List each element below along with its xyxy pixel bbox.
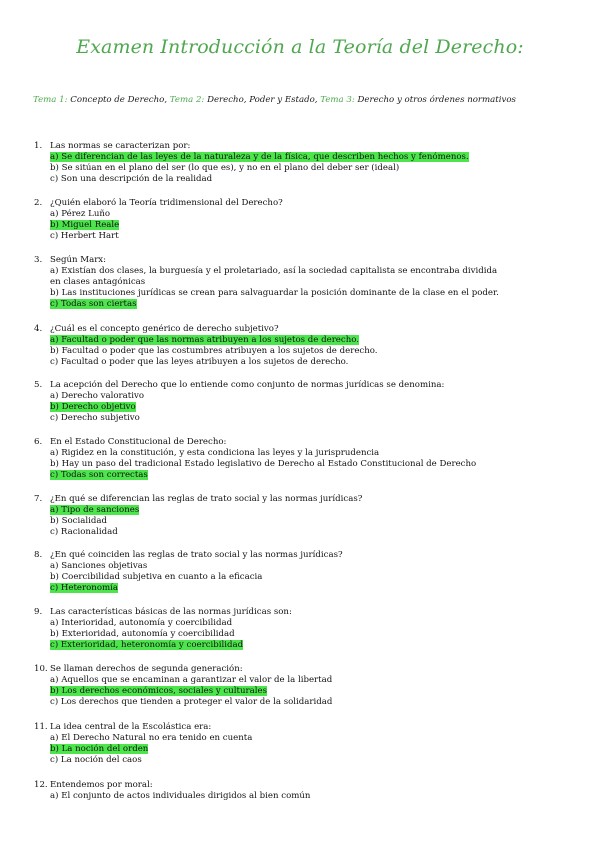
topic-label: Tema 3: — [320, 95, 355, 105]
question-text: La acepción del Derecho que lo entiende como conjunto de normas jurídicas se denomina: — [50, 380, 445, 390]
question-text: ¿En qué se diferencian las reglas de trato social y las normas jurídicas? — [50, 494, 363, 504]
answer-option-correct: b) La noción del orden — [50, 744, 149, 754]
question-text: Entendemos por moral: — [50, 780, 153, 790]
answer-option-correct: c) Heteronomía — [50, 583, 119, 593]
question-number: 6. — [34, 437, 43, 447]
question-text: Se llaman derechos de segunda generación: — [50, 664, 243, 674]
question-number: 4. — [34, 324, 43, 334]
question-text: En el Estado Constitucional de Derecho: — [50, 437, 227, 447]
question-number: 5. — [34, 380, 43, 390]
question-number: 1. — [34, 141, 43, 151]
answer-option-correct: c) Todas son correctas — [50, 470, 148, 480]
answer-option-correct: a) Facultad o poder que las normas atribuyen a los sujetos de derecho. — [50, 335, 359, 345]
question-number: 2. — [34, 198, 43, 208]
question-text: ¿Quién elaboró la Teoría tridimensional del Derecho? — [50, 198, 283, 208]
question-number: 11. — [34, 722, 48, 732]
answer-option: b) Socialidad — [50, 516, 107, 526]
topic-text: Derecho, Poder y Estado, — [207, 95, 318, 105]
topics-line — [33, 95, 573, 105]
answer-option: c) Facultad o poder que las leyes atribuyen a los sujetos de derecho. — [50, 357, 349, 367]
page-title: Examen Introducción a la Teoría del Derecho: — [76, 36, 524, 58]
question-text: Las características básicas de las normas jurídicas son: — [50, 607, 292, 617]
question-number: 3. — [34, 255, 43, 265]
answer-option: b) Coercibilidad subjetiva en cuanto a la eficacia — [50, 572, 263, 582]
question-text: Las normas se caracterizan por: — [50, 141, 191, 151]
answer-option: a) Pérez Luño — [50, 209, 111, 219]
question-number: 8. — [34, 550, 43, 560]
answer-option: c) Racionalidad — [50, 527, 118, 537]
answer-option: a) Aquellos que se encaminan a garantizar el valor de la libertad — [50, 675, 333, 685]
answer-option: a) Existían dos clases, la burguesía y el proletariado, así la sociedad capitalista se encontraba dividida — [50, 266, 498, 276]
question-text: ¿Cuál es el concepto genérico de derecho subjetivo? — [50, 324, 279, 334]
question-text: La idea central de la Escolástica era: — [50, 722, 212, 732]
answer-option: a) El conjunto de actos individuales dirigidos al bien común — [50, 791, 311, 801]
answer-option: a) El Derecho Natural no era tenido en cuenta — [50, 733, 253, 743]
answer-option-correct: a) Se diferencian de las leyes de la naturaleza y de la física, que describen hechos y fenómenos. — [50, 152, 469, 162]
answer-option: a) Derecho valorativo — [50, 391, 144, 401]
question-number: 9. — [34, 607, 43, 617]
question-number: 7. — [34, 494, 43, 504]
question-text: ¿En qué coinciden las reglas de trato social y las normas jurídicas? — [50, 550, 343, 560]
question-number: 12. — [34, 780, 48, 790]
answer-option: c) Herbert Hart — [50, 231, 119, 241]
answer-option: b) Se sitúan en el plano del ser (lo que es), y no en el plano del deber ser (ideal) — [50, 163, 400, 173]
answer-option: en clases antagónicas — [50, 277, 146, 287]
answer-option: c) Los derechos que tienden a proteger el valor de la solidaridad — [50, 697, 333, 707]
answer-option-correct: b) Miguel Reale — [50, 220, 120, 230]
answer-option-correct: b) Derecho objetivo — [50, 402, 136, 412]
topic-label: Tema 1: — [33, 95, 68, 105]
answer-option-correct: a) Tipo de sanciones — [50, 505, 140, 515]
answer-option: a) Rigidez en la constitución, y esta condiciona las leyes y la jurisprudencia — [50, 448, 380, 458]
answer-option-correct: c) Exterioridad, heteronomía y coercibilidad — [50, 640, 244, 650]
answer-option-correct: b) Los derechos económicos, sociales y culturales — [50, 686, 267, 696]
question-number: 10. — [34, 664, 48, 674]
answer-option: a) Interioridad, autonomía y coercibilidad — [50, 618, 233, 628]
answer-option: c) Derecho subjetivo — [50, 413, 140, 423]
answer-option-correct: c) Todas son ciertas — [50, 299, 137, 309]
answer-option: a) Sanciones objetivas — [50, 561, 148, 571]
answer-option: b) Facultad o poder que las costumbres atribuyen a los sujetos de derecho. — [50, 346, 378, 356]
topic-text: Derecho y otros órdenes normativos — [357, 95, 516, 105]
answer-option: b) Hay un paso del tradicional Estado legislativo de Derecho al Estado Constitucional de Derecho — [50, 459, 477, 469]
answer-option: b) Exterioridad, autonomía y coercibilidad — [50, 629, 235, 639]
answer-option: c) Son una descripción de la realidad — [50, 174, 213, 184]
answer-option: c) La noción del caos — [50, 755, 142, 765]
answer-option: b) Las instituciones jurídicas se crean para salvaguardar la posición dominante de la clase en el poder. — [50, 288, 499, 298]
topic-text: Concepto de Derecho, — [70, 95, 168, 105]
question-text: Según Marx: — [50, 255, 107, 265]
topic-label: Tema 2: — [169, 95, 205, 105]
